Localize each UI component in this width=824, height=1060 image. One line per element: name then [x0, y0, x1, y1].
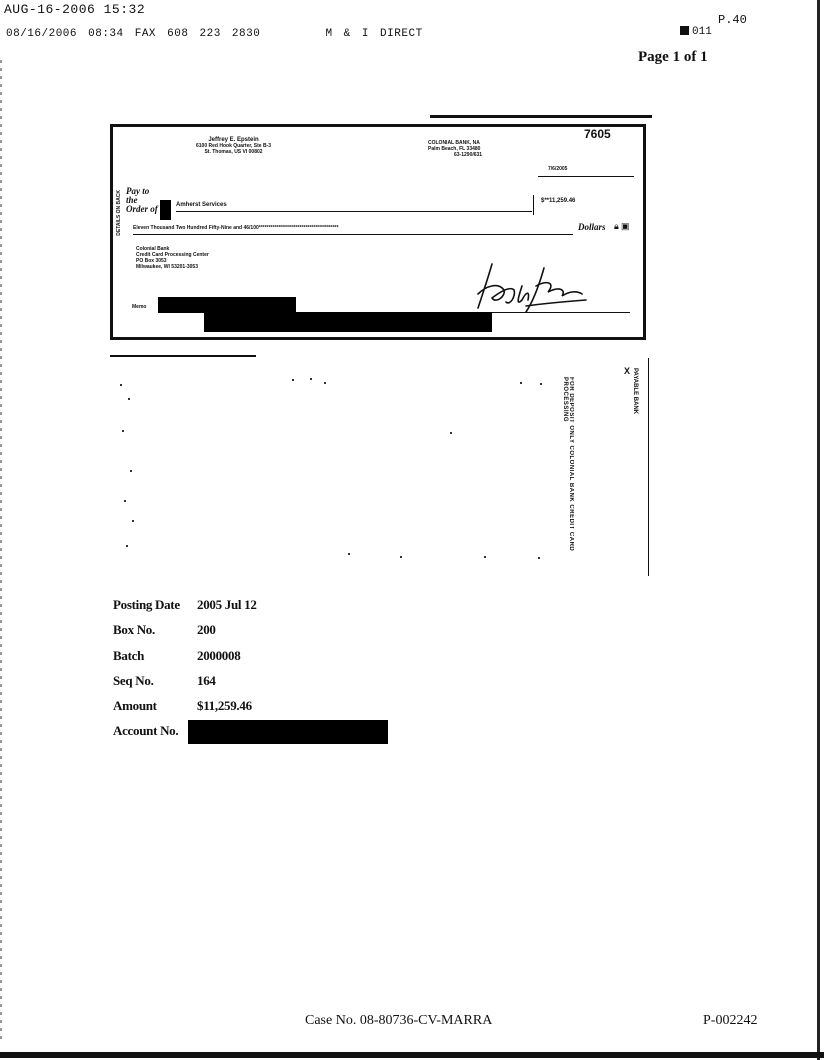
detail-label: Box No. — [113, 622, 155, 637]
redaction-bar — [204, 312, 492, 332]
detail-value: $11,259.46 — [197, 698, 252, 713]
security-lock-icon: 🔒︎ ▣ — [614, 221, 630, 231]
fax-sender-name: M & I DIRECT — [325, 28, 423, 40]
check-date: 7/6/2005 — [548, 166, 568, 172]
fax-sender-info: 08/16/2006 08:34 FAX 608 223 2830 — [6, 28, 261, 40]
dollars-label: Dollars — [578, 222, 606, 232]
bates-number: P-002242 — [703, 1013, 758, 1028]
detail-label: Posting Date — [113, 597, 180, 612]
detail-label: Amount — [113, 698, 157, 713]
drawer-address-2: St. Thomas, US VI 00802 — [204, 149, 263, 155]
redaction-bar — [158, 297, 296, 313]
scan-edge-right — [817, 0, 820, 1060]
detail-value: 2000008 — [197, 648, 241, 663]
bank-line-3: 63-1290/631 — [454, 152, 483, 158]
check-back-right-rule — [648, 358, 649, 576]
pay-to-label: Pay to the Order of — [126, 186, 158, 214]
date-line — [538, 176, 634, 177]
fax-timestamp: AUG-16-2006 15:32 — [4, 2, 146, 17]
check-number: 7605 — [584, 127, 611, 141]
fax-page-code — [680, 26, 712, 38]
deposit-line-3: PO Box 3053 — [136, 258, 167, 264]
check-amount-figures: $**11,259.46 — [541, 198, 576, 204]
bank-line-2: Palm Beach, FL 33480 — [428, 146, 481, 152]
check-amount-words: Eleven Thousand Two Hundred Fifty-Nine and 46/100***************************************** — [133, 225, 339, 231]
redaction-bar — [160, 200, 171, 220]
deposit-line-1: Colonial Bank — [136, 246, 170, 252]
amount-box — [533, 195, 538, 215]
redaction-bar — [188, 720, 388, 744]
check-payee: Amherst Services — [176, 202, 227, 208]
fax-page-number: P.40 — [718, 13, 747, 27]
signature-image — [470, 256, 590, 316]
amount-words-line — [133, 234, 573, 235]
check-back-top-rule — [110, 355, 256, 357]
detail-label: Account No. — [113, 723, 179, 738]
fax-page-code-text: 011 — [692, 26, 712, 38]
endorsement-x-mark: X — [624, 366, 631, 376]
payee-line — [176, 211, 532, 212]
check-drawer — [196, 137, 271, 155]
scan-edge-left — [0, 60, 2, 1040]
page-indicator: Page 1 of 1 — [638, 49, 708, 65]
check-top-rule — [430, 115, 652, 118]
memo-label: Memo — [132, 304, 147, 310]
deposit-line-2: Credit Card Processing Center — [136, 252, 209, 258]
drawer-name: Jeffrey E. Epstein — [208, 137, 259, 143]
case-number: Case No. 08-80736-CV-MARRA — [305, 1013, 493, 1028]
check-bank — [428, 140, 482, 158]
detail-label: Seq No. — [113, 673, 154, 688]
endorsement-stamp-2: PAYABLE BANK — [632, 368, 638, 415]
detail-value: 200 — [197, 622, 216, 637]
bank-line-1: COLONIAL BANK, NA — [428, 140, 480, 146]
deposit-address — [136, 246, 209, 270]
endorsement-stamp: FOR DEPOSIT ONLY COLONIAL BANK CREDIT CARD PROCESSING — [562, 377, 574, 552]
drawer-address-1: 6100 Red Hook Quarter, Ste B-3 — [196, 143, 272, 149]
detail-value: 2005 Jul 12 — [197, 597, 257, 612]
fax-header-line — [6, 28, 423, 40]
check-side-text: DETAILS ON BACK — [116, 190, 122, 236]
scan-edge-bottom — [0, 1052, 824, 1058]
deposit-line-4: Milwaukee, WI 53201-3053 — [136, 264, 198, 270]
detail-value: 164 — [197, 673, 216, 688]
detail-label: Batch — [113, 648, 145, 663]
fax-box-icon — [680, 26, 689, 35]
